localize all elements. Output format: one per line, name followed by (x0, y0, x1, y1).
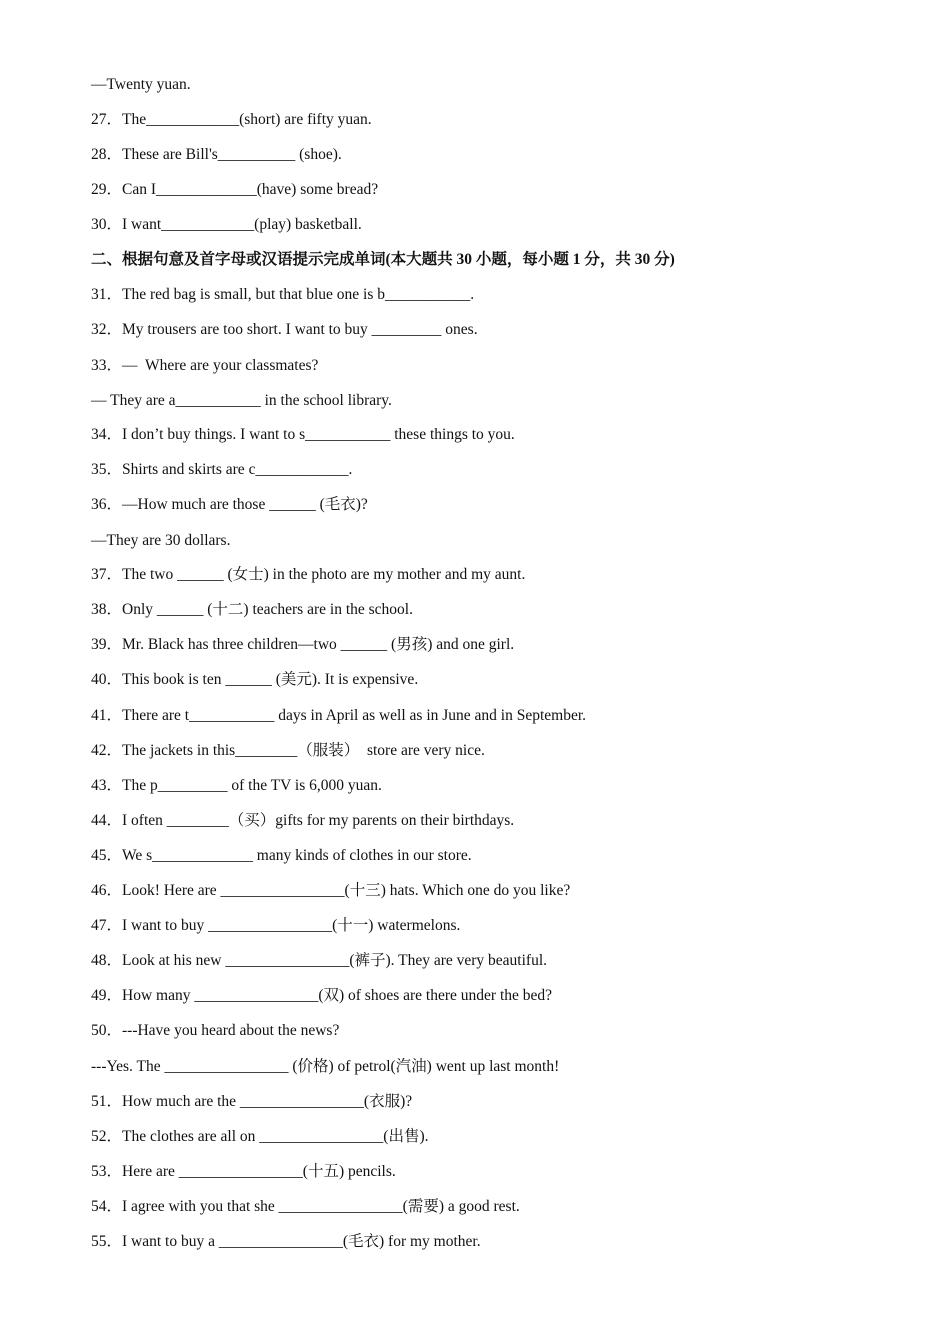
question-53: 53．Here are ________________(十五) pencils. (91, 1163, 396, 1180)
question-44: 44．I often ________（买）gifts for my parents on their birthdays. (91, 812, 515, 829)
question-33: 33．— Where are your classmates? (91, 357, 319, 374)
question-32: 32．My trousers are too short. I want to buy _________ ones. (91, 321, 478, 338)
question-36: 36．—How much are those ______ (毛衣)? (91, 496, 368, 513)
question-33-answer: — They are a___________ in the school library. (91, 392, 392, 409)
question-51: 51．How much are the ________________(衣服)? (91, 1093, 413, 1110)
question-43: 43．The p_________ of the TV is 6,000 yuan. (91, 777, 382, 794)
question-37: 37．The two ______ (女士) in the photo are my mother and my aunt. (91, 566, 526, 583)
question-35: 35．Shirts and skirts are c____________. (91, 461, 353, 478)
question-28: 28．These are Bill's__________ (shoe). (91, 146, 342, 163)
question-48: 48．Look at his new ________________(裤子). They are very beautiful. (91, 952, 548, 969)
answer-line: —Twenty yuan. (91, 76, 191, 93)
question-55: 55．I want to buy a ________________(毛衣) for my mother. (91, 1233, 481, 1250)
question-38: 38．Only ______ (十二) teachers are in the school. (91, 601, 413, 618)
question-34: 34．I don’t buy things. I want to s___________ these things to you. (91, 426, 515, 443)
question-36-answer: —They are 30 dollars. (91, 532, 231, 549)
question-41: 41．There are t___________ days in April as well as in June and in September. (91, 707, 587, 724)
question-42: 42．The jackets in this________（服装） store are very nice. (91, 742, 485, 759)
question-46: 46．Look! Here are ________________(十三) hats. Which one do you like? (91, 882, 571, 899)
question-52: 52．The clothes are all on ________________(出售). (91, 1128, 429, 1145)
question-49: 49．How many ________________(双) of shoes are there under the bed? (91, 987, 553, 1004)
question-50-answer: ---Yes. The ________________ (价格) of petrol(汽油) went up last month! (91, 1058, 560, 1075)
question-54: 54．I agree with you that she ________________(需要) a good rest. (91, 1198, 520, 1215)
question-29: 29．Can I_____________(have) some bread? (91, 181, 379, 198)
question-39: 39．Mr. Black has three children—two ______ (男孩) and one girl. (91, 636, 515, 653)
question-50: 50．---Have you heard about the news? (91, 1022, 340, 1039)
question-47: 47．I want to buy ________________(十一) watermelons. (91, 917, 461, 934)
question-30: 30．I want____________(play) basketball. (91, 216, 362, 233)
question-45: 45．We s_____________ many kinds of clothes in our store. (91, 847, 472, 864)
section-heading: 二、根据句意及首字母或汉语提示完成单词(本大题共 30 小题，每小题 1 分，共 30 分) (91, 251, 675, 268)
question-27: 27．The____________(short) are fifty yuan. (91, 111, 372, 128)
question-31: 31．The red bag is small, but that blue one is b___________. (91, 286, 475, 303)
question-40: 40．This book is ten ______ (美元). It is expensive. (91, 671, 419, 688)
